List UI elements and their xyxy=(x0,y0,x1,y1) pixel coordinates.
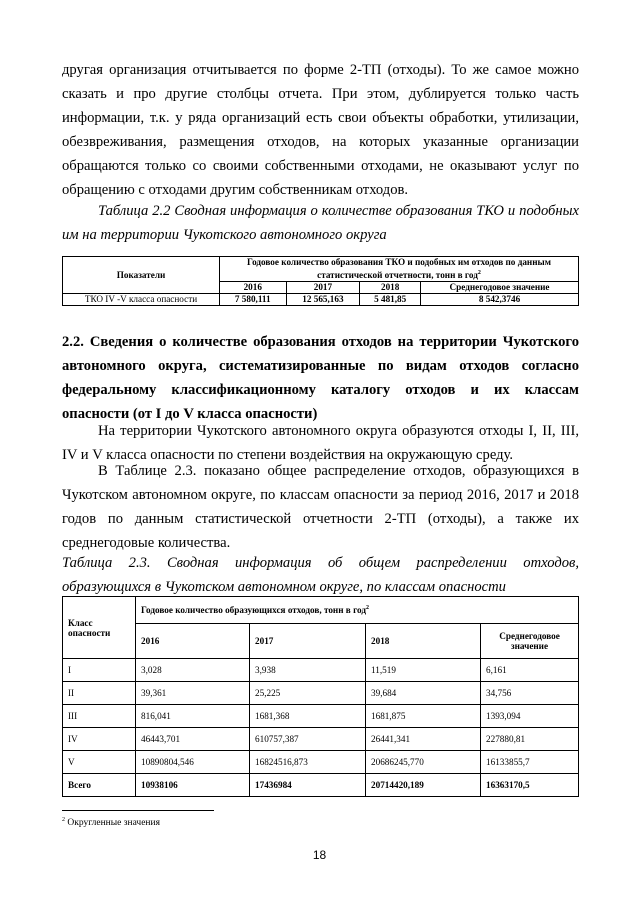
footnote-ref: 2 xyxy=(366,604,369,611)
cell-2016: 7 580,111 xyxy=(220,294,287,306)
header-year-2018: 2018 xyxy=(366,624,481,659)
table-2-3 xyxy=(62,596,579,797)
cell-class: II xyxy=(63,682,136,705)
cell-2017: 1681,368 xyxy=(250,705,366,728)
cell-average: 8 542,3746 xyxy=(421,294,579,306)
cell-average: 1393,094 xyxy=(481,705,579,728)
cell-average: 227880,81 xyxy=(481,728,579,751)
header-indicator: Показатели xyxy=(63,257,220,294)
cell-2017: 16824516,873 xyxy=(250,751,366,774)
footnote-number: 2 xyxy=(62,817,65,823)
header-annual-amount-text: Годовое количество образования ТКО и подобных им отходов по данным статистической отчетности, тонн в год xyxy=(247,257,551,281)
cell-2018: 20714420,189 xyxy=(366,774,481,797)
header-average: Среднегодовое значение xyxy=(421,282,579,294)
footnote xyxy=(62,817,160,828)
cell-2016: 816,041 xyxy=(136,705,250,728)
cell-class: V xyxy=(63,751,136,774)
cell-2017: 610757,387 xyxy=(250,728,366,751)
cell-2016: 10890804,546 xyxy=(136,751,250,774)
table-2-3-caption: Таблица 2.3. Сводная информация об общем распределении отходов, образующихся в Чукотском автономном округе, по классам опасности xyxy=(62,555,579,595)
section-heading-2-2: 2.2. Сведения о количестве образования отходов на территории Чукотского автономного округа, систематизированные по видам отходов согласно федеральному классификационному каталогу отходов и их классам опасности (от I до V класса опасности) xyxy=(62,334,579,422)
header-annual-amount xyxy=(220,257,579,282)
paragraph-classes: На территории Чукотского автономного округа образуются отходы I, II, III, IV и V класса опасности по степени воздействия на окружающую среду. xyxy=(62,423,579,463)
header-hazard-class: Класс опасности xyxy=(63,597,136,659)
header-year-2016: 2016 xyxy=(136,624,250,659)
table-row xyxy=(63,682,579,705)
row-label: ТКО IV -V класса опасности xyxy=(63,294,220,306)
cell-2016: 46443,701 xyxy=(136,728,250,751)
cell-2017: 17436984 xyxy=(250,774,366,797)
header-annual-waste-text: Годовое количество образующихся отходов, тонн в год xyxy=(141,605,366,616)
footnote-divider xyxy=(62,810,214,811)
cell-2016: 3,028 xyxy=(136,659,250,682)
table-row xyxy=(63,728,579,751)
paragraph-table-intro: В Таблице 2.3. показано общее распределение отходов, образующихся в Чукотском автономном округе, по классам опасности за период 2016, 2017 и 2018 годов по данным статистической отчетности 2-ТП (отходы), а также их среднегодовые количества. xyxy=(62,463,579,551)
header-annual-waste xyxy=(136,597,579,624)
cell-2018: 20686245,770 xyxy=(366,751,481,774)
cell-average: 16133855,7 xyxy=(481,751,579,774)
header-year-2016: 2016 xyxy=(220,282,287,294)
table-row-total xyxy=(63,774,579,797)
paragraph-continuation: другая организация отчитывается по форме 2-ТП (отходы). То же самое можно сказать и про другие столбцы отчета. При этом, дублируется только часть информации, т.к. у ряда организаций есть свои объекты обработки, утилизации, обезвреживания, размещения отходов, на которых указанные организации обращаются только со своими собственными отходами, не оказывают услуг по обращению с отходами другим собственникам отходов. xyxy=(62,62,579,198)
cell-class: IV xyxy=(63,728,136,751)
cell-class: III xyxy=(63,705,136,728)
cell-average: 34,756 xyxy=(481,682,579,705)
cell-class: I xyxy=(63,659,136,682)
table-row xyxy=(63,294,579,306)
footnote-text: Округленные значения xyxy=(67,818,160,829)
cell-2018: 39,684 xyxy=(366,682,481,705)
cell-2017: 12 565,163 xyxy=(286,294,360,306)
cell-2017: 3,938 xyxy=(250,659,366,682)
cell-2018: 11,519 xyxy=(366,659,481,682)
table-row xyxy=(63,659,579,682)
cell-2018: 1681,875 xyxy=(366,705,481,728)
table-row xyxy=(63,751,579,774)
table-2-2 xyxy=(62,256,579,306)
footnote-ref: 2 xyxy=(477,270,481,276)
cell-2016: 10938106 xyxy=(136,774,250,797)
cell-2018: 26441,341 xyxy=(366,728,481,751)
header-year-2017: 2017 xyxy=(250,624,366,659)
table-2-2-caption: Таблица 2.2 Сводная информация о количестве образования ТКО и подобных им на территории Чукотского автономного округа xyxy=(62,203,579,243)
header-year-2017: 2017 xyxy=(286,282,360,294)
cell-average: 6,161 xyxy=(481,659,579,682)
header-average: Среднегодовое значение xyxy=(481,624,579,659)
cell-average: 16363170,5 xyxy=(481,774,579,797)
cell-2017: 25,225 xyxy=(250,682,366,705)
table-row xyxy=(63,705,579,728)
cell-2016: 39,361 xyxy=(136,682,250,705)
header-year-2018: 2018 xyxy=(360,282,421,294)
cell-2018: 5 481,85 xyxy=(360,294,421,306)
cell-class: Всего xyxy=(63,774,136,797)
page-number: 18 xyxy=(312,848,327,862)
